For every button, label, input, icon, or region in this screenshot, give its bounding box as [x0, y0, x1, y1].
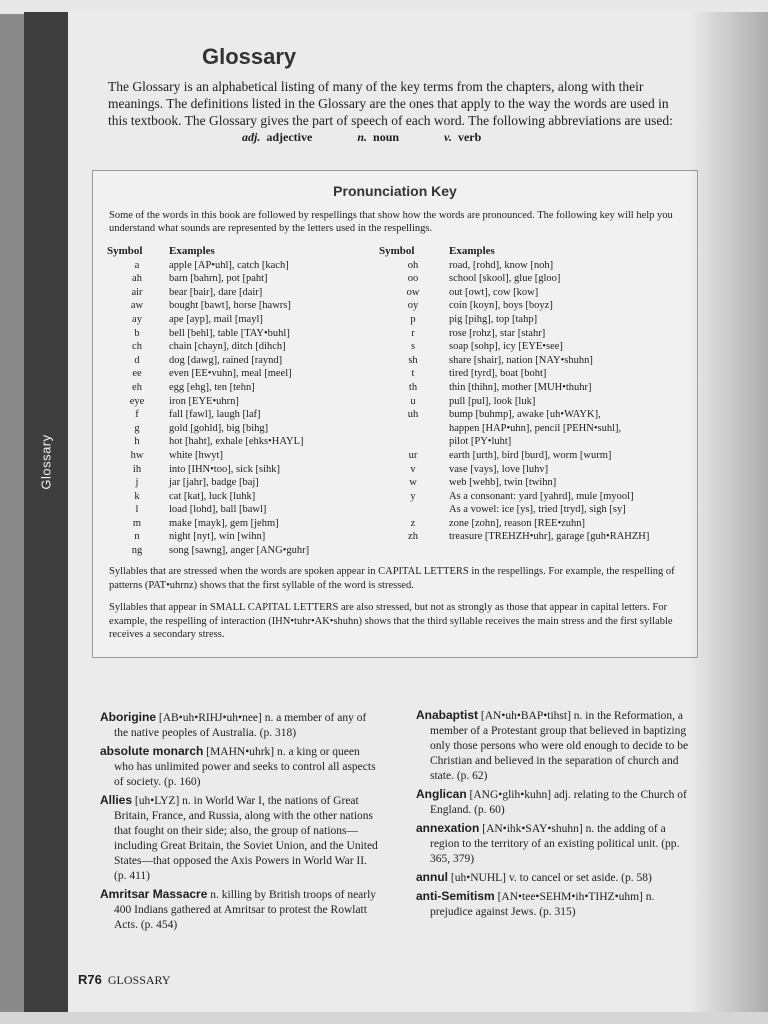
- pronunciation-row: [107, 476, 689, 490]
- symbol-cell: zh: [408, 531, 418, 543]
- example-cell: pilot [PY•luht]: [449, 436, 512, 448]
- symbol-cell: ng: [131, 545, 143, 557]
- example-cell: share [shair], nation [NAY•shuhn]: [449, 354, 593, 366]
- example-cell: bump [buhmp], awake [uh•WAYK],: [449, 409, 601, 421]
- pronunciation-row: [107, 463, 689, 477]
- stress-note-small-capitals: Syllables that appear in SMALL CAPITAL LETTERS are also stressed, but not as strongly as those that appear in capital letters. For example, the respelling of interaction (IHN•tuhr•AK•shuhn) shows that the third syllable receives the main stress and the first syllable receives a secondary stress.: [109, 602, 673, 640]
- example-cell: even [EE•vuhn], meal [meel]: [169, 368, 292, 380]
- stress-note-capitals: Syllables that are stressed when the words are spoken appear in CAPITAL LETTERS in the respellings. For example, the respelling of patterns (PAT•uhrnz) shows that the first syllable of the word is stressed.: [109, 566, 675, 591]
- example-cell: hot [haht], exhale [ehks•HAYL]: [169, 436, 304, 448]
- symbol-cell: k: [134, 490, 140, 502]
- glossary-definition: [AN•tee•SEHM•ih•TIHZ•uhm] n. prejudice against Jews. (p. 315): [430, 891, 655, 918]
- glossary-definition: [AB•uh•RIHJ•uh•nee] n. a member of any of the native peoples of Australia. (p. 318): [114, 712, 367, 739]
- glossary-term: Anglican: [416, 787, 467, 801]
- example-cell: barn [bahrn], pot [paht]: [169, 273, 268, 285]
- example-cell: earth [urth], bird [burd], worm [wurm]: [449, 449, 612, 461]
- pronunciation-row: [107, 422, 689, 436]
- example-cell: fall [fawl], laugh [laf]: [169, 409, 261, 421]
- example-cell: soap [sohp], icy [EYE•see]: [449, 341, 563, 353]
- symbol-cell: j: [135, 477, 139, 489]
- pronunciation-row: [107, 530, 689, 544]
- example-cell: cat [kat], luck [luhk]: [169, 490, 256, 502]
- sidebar-tab: [24, 12, 68, 1014]
- symbol-cell: r: [411, 327, 415, 339]
- symbol-cell: [379, 435, 447, 449]
- symbol-cell: l: [135, 504, 139, 516]
- example-cell: web [wehb], twin [twihn]: [449, 477, 557, 489]
- symbol-cell: p: [410, 313, 416, 325]
- example-cell: iron [EYE•uhrn]: [169, 395, 239, 407]
- symbol-cell: ee: [132, 368, 142, 380]
- pronunciation-row: [107, 408, 689, 422]
- glossary-definition: n. killing by British troops of nearly 400 Indians gathered at Amritsar to protest the Rowlatt Acts. (p. 454): [114, 889, 377, 931]
- symbol-cell: u: [410, 395, 416, 407]
- symbol-cell: f: [135, 409, 139, 421]
- symbol-cell: ay: [132, 313, 142, 325]
- pronunciation-row: [107, 327, 689, 341]
- symbol-cell: th: [408, 381, 418, 393]
- header-examples-2: Examples: [449, 245, 495, 257]
- example-cell: tired [tyrd], boat [boht]: [449, 368, 547, 380]
- example-cell: pull [pul], look [luk]: [449, 395, 536, 407]
- glossary-term: Allies: [100, 793, 133, 807]
- glossary-definition: [AN•uh•BAP•tihst] n. in the Reformation, a member of a Protestant group that believed in baptizing only those persons who were old enough to decide to be Christian and believed in the separation of church and state. (p. 62): [430, 710, 689, 782]
- header-symbol-2: Symbol: [379, 245, 415, 257]
- symbol-cell: eye: [129, 395, 145, 407]
- glossary-term: Anabaptist: [416, 708, 479, 722]
- pronunciation-table: [107, 245, 689, 558]
- intro-paragraph: The Glossary is an alphabetical listing of many of the key terms from the chapters, along with their meanings. The definitions listed in the Glossary are the ones that apply to the way the words are used in this textbook. The Glossary gives the part of speech of each word. The following abbreviations are used:: [108, 79, 673, 128]
- example-cell: night [nyt], win [wihn]: [169, 531, 266, 543]
- pronunciation-row: [107, 286, 689, 300]
- glossary-definition: [ANG•glih•kuhn] adj. relating to the Church of England. (p. 60): [430, 789, 687, 816]
- glossary-entry: [100, 887, 380, 933]
- pronunciation-key-box: [92, 170, 698, 658]
- example-cell: rose [rohz], star [stahr]: [449, 327, 546, 339]
- pronunciation-row: [107, 395, 689, 409]
- pronunciation-row: [107, 340, 689, 354]
- pronunciation-row: [107, 435, 689, 449]
- example-cell: road, [rohd], know [noh]: [449, 259, 554, 271]
- example-cell: load [lohd], ball [bawl]: [169, 504, 267, 516]
- glossary-definition: [uh•LYZ] n. in World War I, the nations of Great Britain, France, and Russia, along with the other nations that fought on their side; also, the group of nations—including Great Britain, the Soviet Union, and the United States—that opposed the Axis Powers in World War II. (p. 411): [114, 795, 378, 882]
- pronunciation-row: [107, 354, 689, 368]
- sidebar-label: Glossary: [38, 434, 54, 490]
- pronunciation-row: [107, 313, 689, 327]
- example-cell: [447, 544, 689, 558]
- example-cell: As a consonant: yard [yahrd], mule [myool]: [449, 490, 634, 502]
- glossary-term: annul: [416, 870, 448, 884]
- glossary-entry: [416, 708, 696, 784]
- page-title: Glossary: [202, 44, 297, 69]
- glossary-definition: [uh•NUHL] v. to cancel or set aside. (p. 58): [450, 872, 652, 884]
- glossary-entry: [416, 889, 696, 920]
- glossary-column-left: [100, 710, 380, 936]
- pronunciation-row: [107, 449, 689, 463]
- glossary-term: absolute monarch: [100, 744, 204, 758]
- pronunciation-key-title: Pronunciation Key: [333, 183, 457, 199]
- example-cell: out [owt], cow [kow]: [449, 286, 539, 298]
- symbol-cell: ch: [132, 341, 142, 353]
- symbol-cell: ah: [132, 273, 142, 285]
- symbol-cell: z: [410, 517, 416, 529]
- example-cell: thin [thihn], mother [MUH•thuhr]: [449, 381, 592, 393]
- example-cell: ape [ayp], mail [mayl]: [169, 313, 263, 325]
- symbol-cell: sh: [408, 354, 418, 366]
- example-cell: happen [HAP•uhn], pencil [PEHN•suhl],: [449, 422, 622, 434]
- symbol-cell: h: [134, 436, 140, 448]
- symbol-cell: [379, 544, 447, 558]
- example-cell: into [IHN•too], sick [sihk]: [169, 463, 280, 475]
- example-cell: song [sawng], anger [ANG•guhr]: [169, 545, 310, 557]
- example-cell: white [hwyt]: [169, 449, 223, 461]
- glossary-term: anti-Semitism: [416, 889, 495, 903]
- footer-label: GLOSSARY: [107, 973, 171, 987]
- glossary-entry: [416, 787, 696, 818]
- example-cell: As a vowel: ice [ys], tried [tryd], sigh [sy]: [449, 504, 626, 516]
- example-cell: gold [gohld], big [bihg]: [169, 422, 269, 434]
- symbol-cell: eh: [132, 381, 142, 393]
- example-cell: jar [jahr], badge [baj]: [169, 477, 259, 489]
- pronunciation-row: [107, 544, 689, 558]
- example-cell: zone [zohn], reason [REE•zuhn]: [449, 517, 586, 529]
- example-cell: dog [dawg], rained [raynd]: [169, 354, 283, 366]
- example-cell: make [mayk], gem [jehm]: [169, 517, 279, 529]
- example-cell: bought [bawt], horse [hawrs]: [169, 300, 291, 312]
- abbrev-n: n. noun: [357, 130, 400, 144]
- symbol-cell: air: [131, 286, 143, 298]
- abbreviation-list: [242, 130, 523, 145]
- symbol-cell: n: [134, 531, 140, 543]
- symbol-cell: ur: [408, 449, 418, 461]
- glossary-entry: [100, 793, 380, 884]
- header-symbol-1: Symbol: [107, 245, 143, 257]
- pronunciation-row: [107, 367, 689, 381]
- pronunciation-row: [107, 259, 689, 273]
- glossary-entry: [100, 710, 380, 741]
- symbol-cell: uh: [407, 409, 419, 421]
- pronunciation-row: [107, 503, 689, 517]
- glossary-term: Amritsar Massacre: [100, 887, 208, 901]
- symbol-cell: d: [134, 354, 140, 366]
- glossary-entry: [416, 821, 696, 867]
- pronunciation-row: [107, 272, 689, 286]
- scan-bottom-edge: [0, 1012, 768, 1024]
- pronunciation-row: [107, 381, 689, 395]
- example-cell: chain [chayn], ditch [dihch]: [169, 341, 286, 353]
- pronunciation-key-intro: Some of the words in this book are followed by respellings that show how the words are pronounced. The following key will help you understand what sounds are represented by the letters used in the respellings.: [109, 210, 673, 234]
- glossary-definition: [AN•ihk•SAY•shuhn] n. the adding of a region to the territory of an existing political unit. (pp. 365, 379): [430, 823, 680, 865]
- page-number: R76: [78, 972, 102, 987]
- abbrev-v: v. verb: [444, 130, 482, 144]
- symbol-cell: v: [410, 463, 416, 475]
- symbol-cell: hw: [130, 449, 144, 461]
- symbol-cell: t: [411, 368, 415, 380]
- symbol-cell: w: [409, 477, 417, 489]
- example-cell: coin [koyn], boys [boyz]: [449, 300, 553, 312]
- symbol-cell: [379, 503, 447, 517]
- symbol-cell: ow: [406, 286, 420, 298]
- symbol-cell: oh: [407, 259, 419, 271]
- symbol-cell: [379, 422, 447, 436]
- symbol-cell: oy: [407, 300, 419, 312]
- symbol-cell: ih: [132, 463, 142, 475]
- symbol-cell: m: [132, 517, 142, 529]
- example-cell: vase [vays], love [luhv]: [449, 463, 549, 475]
- symbol-cell: y: [410, 490, 416, 502]
- symbol-cell: s: [410, 341, 416, 353]
- example-cell: school [skool], glue [gloo]: [449, 273, 561, 285]
- header-examples-1: Examples: [169, 245, 215, 257]
- symbol-cell: g: [134, 422, 140, 434]
- symbol-cell: oo: [407, 273, 419, 285]
- pronunciation-row: [107, 490, 689, 504]
- example-cell: bear [bair], dare [dair]: [169, 286, 263, 298]
- abbrev-adj: adj. adjective: [242, 130, 313, 144]
- symbol-cell: b: [134, 327, 140, 339]
- glossary-column-right: [416, 708, 696, 923]
- symbol-cell: a: [134, 259, 140, 271]
- example-cell: apple [AP•uhl], catch [kach]: [169, 259, 289, 271]
- example-cell: egg [ehg], ten [tehn]: [169, 381, 255, 393]
- symbol-cell: aw: [130, 300, 144, 312]
- glossary-term: annexation: [416, 821, 480, 835]
- example-cell: bell [behl], table [TAY•buhl]: [169, 327, 290, 339]
- glossary-entry: [416, 870, 696, 886]
- glossary-term: Aborigine: [100, 710, 156, 724]
- pronunciation-row: [107, 299, 689, 313]
- pronunciation-row: [107, 517, 689, 531]
- page-footer: [78, 972, 171, 988]
- glossary-definition: [MAHN•uhrk] n. a king or queen who has unlimited power and seeks to control all aspects of society. (p. 160): [114, 746, 376, 788]
- glossary-entry: [100, 744, 380, 790]
- example-cell: pig [pihg], top [tahp]: [449, 313, 538, 325]
- example-cell: treasure [TREHZH•uhr], garage [guh•RAHZH]: [449, 531, 650, 543]
